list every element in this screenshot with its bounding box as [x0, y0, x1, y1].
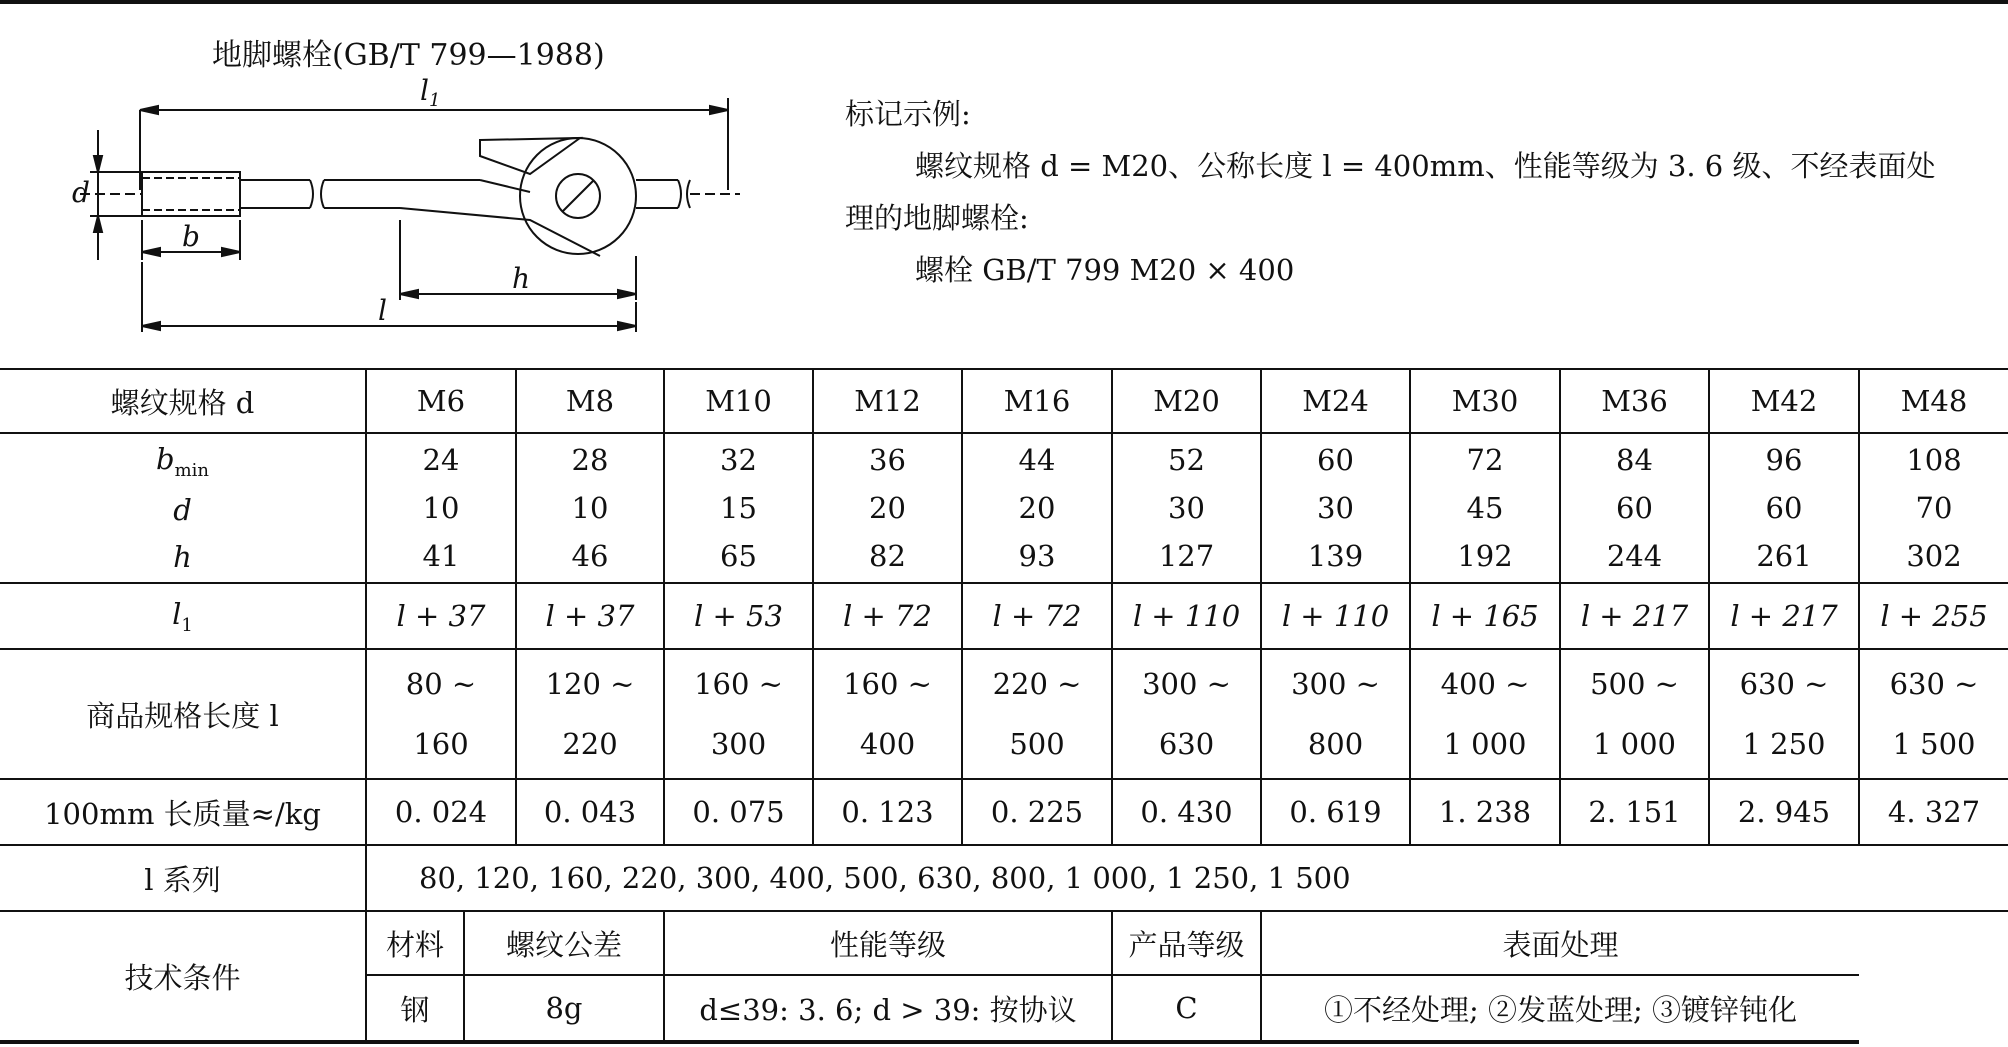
l1-cell: l + 72	[962, 583, 1112, 649]
anchor-bolt-drawing	[60, 70, 780, 350]
bdh-cell: 32 15 65	[664, 433, 813, 583]
bdh-cell: 24 10 41	[366, 433, 516, 583]
mass-row	[0, 779, 2008, 845]
spec-table	[0, 368, 2008, 1044]
marking-example	[845, 88, 1935, 296]
length-cell: 160 ~ 400	[813, 649, 962, 779]
size-cell: M30	[1410, 369, 1560, 433]
length-cell: 80 ~ 160	[366, 649, 516, 779]
size-cell: M20	[1112, 369, 1261, 433]
mass-label: 100mm 长质量≈/kg	[0, 779, 366, 845]
dim-label-b: b	[182, 220, 200, 253]
dim-label-l1: $l_1$	[420, 74, 441, 111]
length-label: 商品规格长度 l	[0, 649, 366, 779]
bdh-cell: 60 30 139	[1261, 433, 1410, 583]
bdh-cell: 28 10 46	[516, 433, 664, 583]
size-cell: M24	[1261, 369, 1410, 433]
h-label: h	[173, 539, 192, 574]
tech-header-product-grade: 产品等级	[1112, 911, 1261, 975]
size-label: 螺纹规格 d	[0, 369, 366, 433]
dim-label-h: h	[512, 262, 531, 295]
tech-header-row	[0, 911, 2008, 975]
size-cell: M36	[1560, 369, 1709, 433]
example-line-2: 理的地脚螺栓:	[845, 201, 1029, 235]
l1-cell: l + 217	[1560, 583, 1709, 649]
l1-cell: l + 217	[1709, 583, 1859, 649]
bdh-cell: 36 20 82	[813, 433, 962, 583]
tech-header-material: 材料	[366, 911, 464, 975]
length-cell: 630 ~ 1 500	[1859, 649, 2008, 779]
mass-cell: 1. 238	[1410, 779, 1560, 845]
example-line-3: 螺栓 GB/T 799 M20 × 400	[915, 253, 1295, 287]
bdh-row	[0, 433, 2008, 583]
l1-cell: l + 110	[1261, 583, 1410, 649]
d-label: d	[173, 493, 192, 528]
lseries-values: 80, 120, 160, 220, 300, 400, 500, 630, 800, 1 000, 1 250, 1 500	[366, 845, 2008, 911]
length-cell: 400 ~ 1 000	[1410, 649, 1560, 779]
mass-cell: 2. 151	[1560, 779, 1709, 845]
tech-header-grade: 性能等级	[664, 911, 1112, 975]
example-heading: 标记示例:	[845, 97, 971, 131]
length-cell: 220 ~ 500	[962, 649, 1112, 779]
bdh-labels	[0, 433, 366, 583]
mass-cell: 0. 043	[516, 779, 664, 845]
l1-row	[0, 583, 2008, 649]
l1-cell: l + 37	[516, 583, 664, 649]
bdh-cell: 44 20 93	[962, 433, 1112, 583]
size-cell: M16	[962, 369, 1112, 433]
lseries-label: l 系列	[0, 845, 366, 911]
l1-cell: l + 165	[1410, 583, 1560, 649]
page-title: 地脚螺栓(GB/T 799—1988)	[212, 38, 605, 73]
length-cell: 160 ~ 300	[664, 649, 813, 779]
tech-value-material: 钢	[366, 975, 464, 1042]
dim-label-d: d	[72, 176, 90, 209]
size-cell: M8	[516, 369, 664, 433]
size-cell: M6	[366, 369, 516, 433]
length-cell: 300 ~ 630	[1112, 649, 1261, 779]
mass-cell: 0. 619	[1261, 779, 1410, 845]
bdh-cell: 84 60 244	[1560, 433, 1709, 583]
bdh-cell: 108 70 302	[1859, 433, 2008, 583]
length-cell: 300 ~ 800	[1261, 649, 1410, 779]
size-cell: M42	[1709, 369, 1859, 433]
tech-value-grade: d≤39: 3. 6; d > 39: 按协议	[664, 975, 1112, 1042]
mass-cell: 4. 327	[1859, 779, 2008, 845]
dim-label-l: l	[378, 294, 387, 327]
l1-cell: l + 255	[1859, 583, 2008, 649]
length-cell: 500 ~ 1 000	[1560, 649, 1709, 779]
l1-label: $l_1$	[0, 583, 366, 649]
bdh-cell: 96 60 261	[1709, 433, 1859, 583]
tech-header-tolerance: 螺纹公差	[464, 911, 664, 975]
size-row	[0, 369, 2008, 433]
top-rule	[0, 0, 2008, 4]
l1-cell: l + 37	[366, 583, 516, 649]
size-cell: M10	[664, 369, 813, 433]
tech-value-tolerance: 8g	[464, 975, 664, 1042]
l1-cell: l + 72	[813, 583, 962, 649]
example-line-1: 螺纹规格 d = M20、公称长度 l = 400mm、性能等级为 3. 6 级、不经表面处	[915, 149, 1936, 183]
mass-cell: 0. 123	[813, 779, 962, 845]
bmin-sub: min	[174, 459, 209, 481]
length-cell: 120 ~ 220	[516, 649, 664, 779]
tech-label: 技术条件	[0, 911, 366, 1042]
mass-cell: 2. 945	[1709, 779, 1859, 845]
l1-cell: l + 110	[1112, 583, 1261, 649]
lseries-row	[0, 845, 2008, 911]
tech-header-surface: 表面处理	[1261, 911, 1859, 975]
l1-cell: l + 53	[664, 583, 813, 649]
bmin-label: b	[156, 442, 175, 477]
bdh-cell: 52 30 127	[1112, 433, 1261, 583]
tech-value-surface: ①不经处理; ②发蓝处理; ③镀锌钝化	[1261, 975, 1859, 1042]
size-cell: M12	[813, 369, 962, 433]
tech-value-product-grade: C	[1112, 975, 1261, 1042]
mass-cell: 0. 024	[366, 779, 516, 845]
mass-cell: 0. 075	[664, 779, 813, 845]
bdh-cell: 72 45 192	[1410, 433, 1560, 583]
mass-cell: 0. 225	[962, 779, 1112, 845]
size-cell: M48	[1859, 369, 2008, 433]
length-cell: 630 ~ 1 250	[1709, 649, 1859, 779]
mass-cell: 0. 430	[1112, 779, 1261, 845]
length-row	[0, 649, 2008, 779]
